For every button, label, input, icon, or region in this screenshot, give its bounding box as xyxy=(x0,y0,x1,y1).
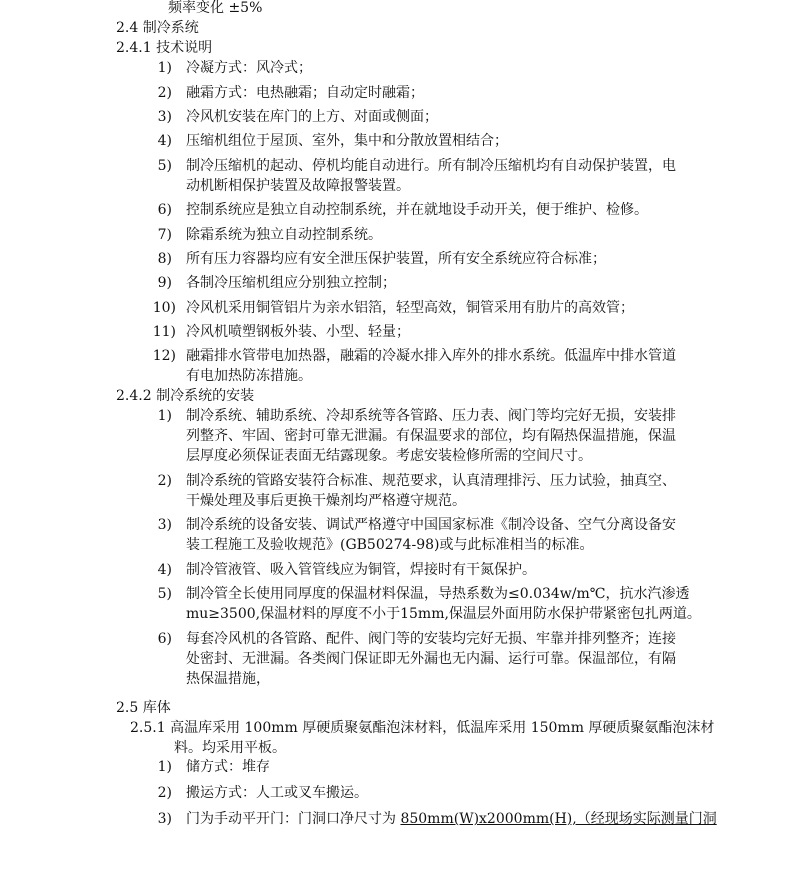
list-item: 冷风机采用铜管铝片为亲水铝箔，轻型高效，铜管采用有肋片的高效管； xyxy=(186,300,634,316)
paragraph-2-5-1: 2.5.1 高温库采用 100mm 厚硬质聚氨酯泡沫材料，低温库采用 150mm 厚硬质聚氨酯泡沫材 xyxy=(130,720,715,736)
list-item-number: 5) xyxy=(157,158,172,174)
list-item-number: 3) xyxy=(157,811,172,827)
list-item-continuation: 处密封、无泄漏。各类阀门保证即无外漏也无内漏、运行可靠。保温部位，有隔 xyxy=(186,651,676,667)
list-item: 制冷管液管、吸入管管线应为铜管，焊接时有干氮保护。 xyxy=(186,562,536,578)
list-item: 融霜排水管带电加热器，融霜的冷凝水排入库外的排水系统。低温库中排水管道 xyxy=(186,348,676,364)
list-item: 每套冷风机的各管路、配件、阀门等的安装均完好无损、牢靠并排列整齐；连接 xyxy=(186,631,676,647)
list-item-continuation: 动机断相保护装置及故障报警装置。 xyxy=(186,178,410,194)
list-item: 制冷系统、辅助系统、冷却系统等各管路、压力表、阀门等均完好无损，安装排 xyxy=(186,408,676,424)
list-item: 各制冷压缩机组应分别独立控制； xyxy=(186,275,396,291)
section-heading-2-4-1: 2.4.1 技术说明 xyxy=(116,40,213,56)
list-item: 冷风机安装在库门的上方、对面或侧面； xyxy=(186,109,438,125)
door-item-text: 门为手动平开门：门洞口净尺寸为 xyxy=(186,811,401,827)
list-item-number: 2) xyxy=(157,785,172,801)
list-item-number: 2) xyxy=(157,473,172,489)
list-item: 制冷系统的管路安装符合标准、规范要求，认真清理排污、压力试验，抽真空、 xyxy=(186,473,676,489)
list-item: 制冷管全长使用同厚度的保温材料保温，导热系数为≤0.034w/m℃，抗水汽渗透 xyxy=(186,586,690,602)
list-item-continuation: 装工程施工及验收规范》(GB50274-98)或与此标准相当的标准。 xyxy=(186,537,594,553)
section-heading-2-4-2: 2.4.2 制冷系统的安装 xyxy=(116,388,255,404)
list-item-number: 1) xyxy=(157,60,172,76)
list-item-number: 10) xyxy=(152,300,176,316)
list-item-number: 7) xyxy=(157,227,172,243)
list-item-number: 3) xyxy=(157,109,172,125)
list-item-number: 8) xyxy=(157,251,172,267)
list-item-number: 3) xyxy=(157,517,172,533)
section-heading-2-4: 2.4 制冷系统 xyxy=(116,20,199,36)
list-item-number: 9) xyxy=(157,275,172,291)
list-item-continuation: 干燥处理及事后更换干燥剂均严格遵守规范。 xyxy=(186,493,466,509)
list-item: 制冷系统的设备安装、调试严格遵守中国国家标准《制冷设备、空气分离设备安 xyxy=(186,517,676,533)
list-item: 压缩机组位于屋顶、室外，集中和分散放置相结合； xyxy=(186,133,508,149)
list-item-number: 2) xyxy=(157,85,172,101)
list-item: 除霜系统为独立自动控制系统。 xyxy=(186,227,382,243)
list-item: 所有压力容器均应有安全泄压保护装置，所有安全系统应符合标准； xyxy=(186,251,606,267)
list-item: 冷风机喷塑钢板外装、小型、轻量； xyxy=(186,324,410,340)
list-item-number: 1) xyxy=(157,759,172,775)
list-item-number: 1) xyxy=(157,408,172,424)
list-item: 制冷压缩机的起动、停机均能自动进行。所有制冷压缩机均有自动保护装置，电 xyxy=(186,158,676,174)
section-heading-2-5: 2.5 库体 xyxy=(116,700,171,716)
list-item-number: 5) xyxy=(157,586,172,602)
door-item xyxy=(186,808,717,830)
list-item-number: 11) xyxy=(152,324,176,340)
list-item-continuation: 热保温措施， xyxy=(186,671,270,687)
list-item-continuation: 列整齐、牢固、密封可靠无泄漏。有保温要求的部位，均有隔热保温措施，保温 xyxy=(186,428,676,444)
list-item: 融霜方式：电热融霜；自动定时融霜； xyxy=(186,85,424,101)
list-item-continuation: 层厚度必须保证表面无结露现象。考虑安装检修所需的空间尺寸。 xyxy=(186,448,592,464)
list-item-continuation: mu≥3500,保温材料的厚度不小于15mm,保温层外面用防水保护带紧密包扎两道。 xyxy=(186,606,701,622)
door-size-underlined: 850mm(W)x2000mm(H),（经现场实际测量门洞 xyxy=(400,811,717,827)
frequency-change-line: 频率变化 ±5% xyxy=(168,0,263,16)
list-item-number: 4) xyxy=(157,133,172,149)
list-item: 储方式：堆存 xyxy=(186,759,270,775)
list-item: 搬运方式：人工或叉车搬运。 xyxy=(186,785,368,801)
paragraph-2-5-1-continuation: 料。均采用平板。 xyxy=(174,740,286,756)
list-item-number: 4) xyxy=(157,562,172,578)
list-item-number: 6) xyxy=(157,202,172,218)
list-item-continuation: 有电加热防冻措施。 xyxy=(186,368,312,384)
list-item: 冷凝方式：风冷式； xyxy=(186,60,312,76)
list-item-number: 6) xyxy=(157,631,172,647)
list-item-number: 12) xyxy=(152,348,176,364)
list-item: 控制系统应是独立自动控制系统，并在就地设手动开关，便于维护、检修。 xyxy=(186,202,648,218)
